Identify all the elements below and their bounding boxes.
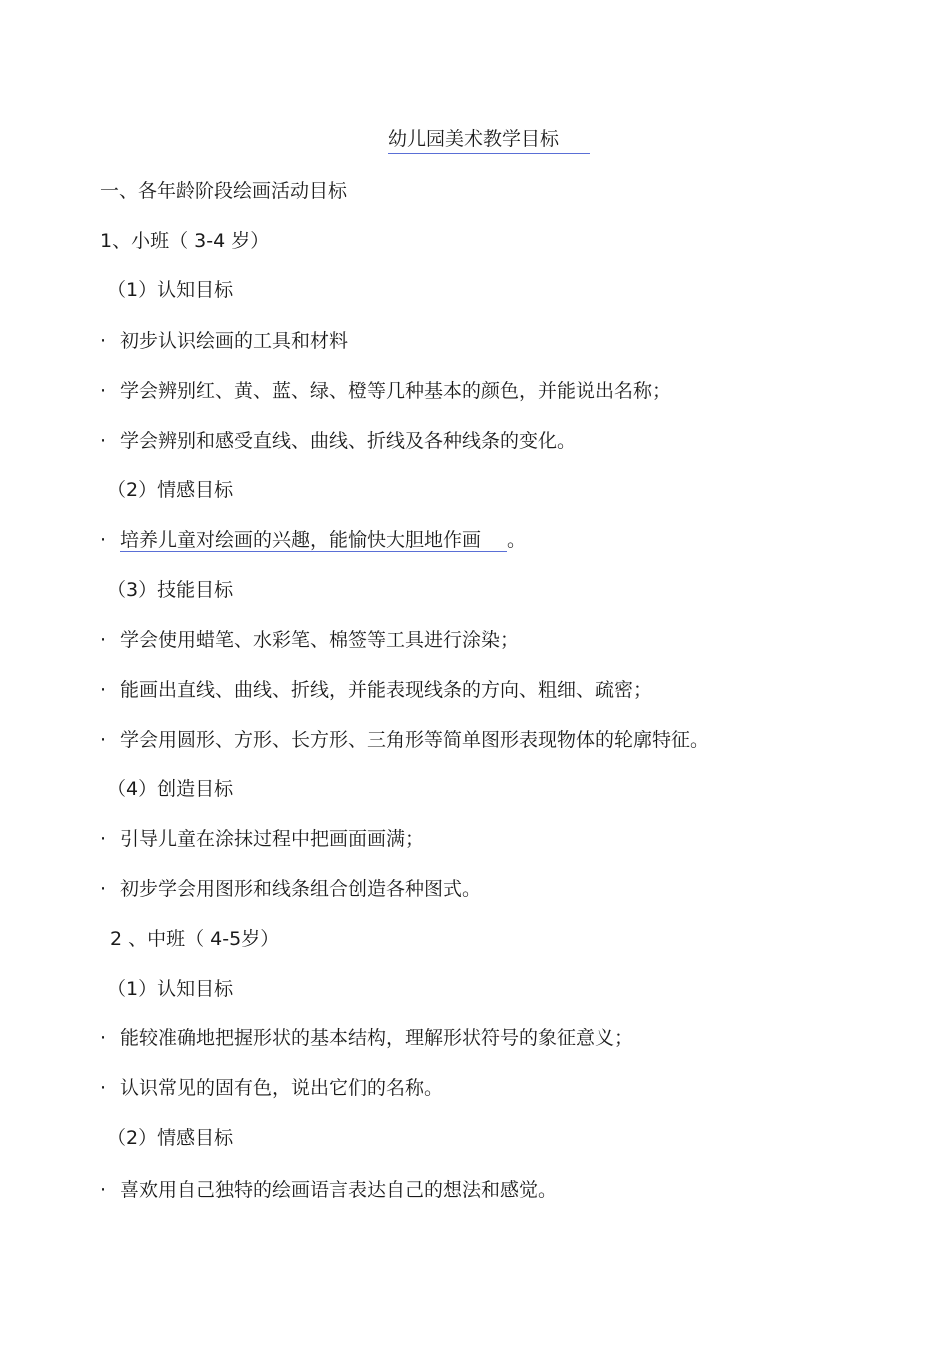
bullet-glyph: · — [100, 629, 107, 651]
list-item: · 学会辨别和感受直线、曲线、折线及各种线条的变化。 — [100, 430, 577, 452]
bullet-glyph: · — [100, 430, 107, 452]
list-item: · 学会用圆形、方形、长方形、三角形等简单图形表现物体的轮廓特征。 — [100, 729, 710, 751]
document-title: 幼儿园美术教学目标 — [388, 126, 590, 154]
underlined-text: 培养儿童对绘画的兴趣，能愉快大胆地作画 — [120, 529, 507, 552]
small-cognitive-heading: （1）认知目标 — [107, 279, 234, 301]
list-item: · 认识常见的固有色，说出它们的名称。 — [100, 1077, 444, 1099]
small-emotional-heading: （2）情感目标 — [107, 479, 234, 501]
bullet-glyph: · — [100, 380, 107, 402]
bullet-glyph: · — [100, 679, 107, 701]
section-heading: 一、各年龄阶段绘画活动目标 — [100, 180, 348, 202]
middle-emotional-heading: （2）情感目标 — [107, 1127, 234, 1149]
bullet-glyph: · — [100, 1027, 107, 1049]
bullet-glyph: · — [100, 729, 107, 751]
small-skill-heading: （3）技能目标 — [107, 579, 234, 601]
bullet-glyph: · — [100, 828, 107, 850]
small-creative-heading: （4）创造目标 — [107, 778, 234, 800]
middle-class-heading: 2 、中班（ 4-5岁） — [110, 928, 280, 950]
list-item: · 初步学会用图形和线条组合创造各种图式。 — [100, 878, 482, 900]
list-item: · 学会使用蜡笔、水彩笔、棉签等工具进行涂染； — [100, 629, 520, 651]
bullet-glyph: · — [100, 330, 107, 352]
list-item: · 喜欢用自己独特的绘画语言表达自己的想法和感觉。 — [100, 1179, 558, 1201]
list-item: · 能较准确地把握形状的基本结构，理解形状符号的象征意义； — [100, 1027, 634, 1049]
list-item: · 引导儿童在涂抹过程中把画面画满； — [100, 828, 425, 850]
bullet-glyph: · — [100, 878, 107, 900]
bullet-glyph: · — [100, 1179, 107, 1201]
list-item: · 能画出直线、曲线、折线，并能表现线条的方向、粗细、疏密； — [100, 679, 653, 701]
list-item: · 学会辨别红、黄、蓝、绿、橙等几种基本的颜色，并能说出名称； — [100, 380, 672, 402]
small-class-heading: 1、小班（ 3-4 岁） — [100, 230, 270, 252]
bullet-glyph: · — [100, 1077, 107, 1099]
bullet-glyph: · — [100, 529, 107, 551]
middle-cognitive-heading: （1）认知目标 — [107, 978, 234, 1000]
list-item: · 培养儿童对绘画的兴趣，能愉快大胆地作画 。 — [100, 529, 527, 551]
list-item: · 初步认识绘画的工具和材料 — [100, 330, 349, 352]
